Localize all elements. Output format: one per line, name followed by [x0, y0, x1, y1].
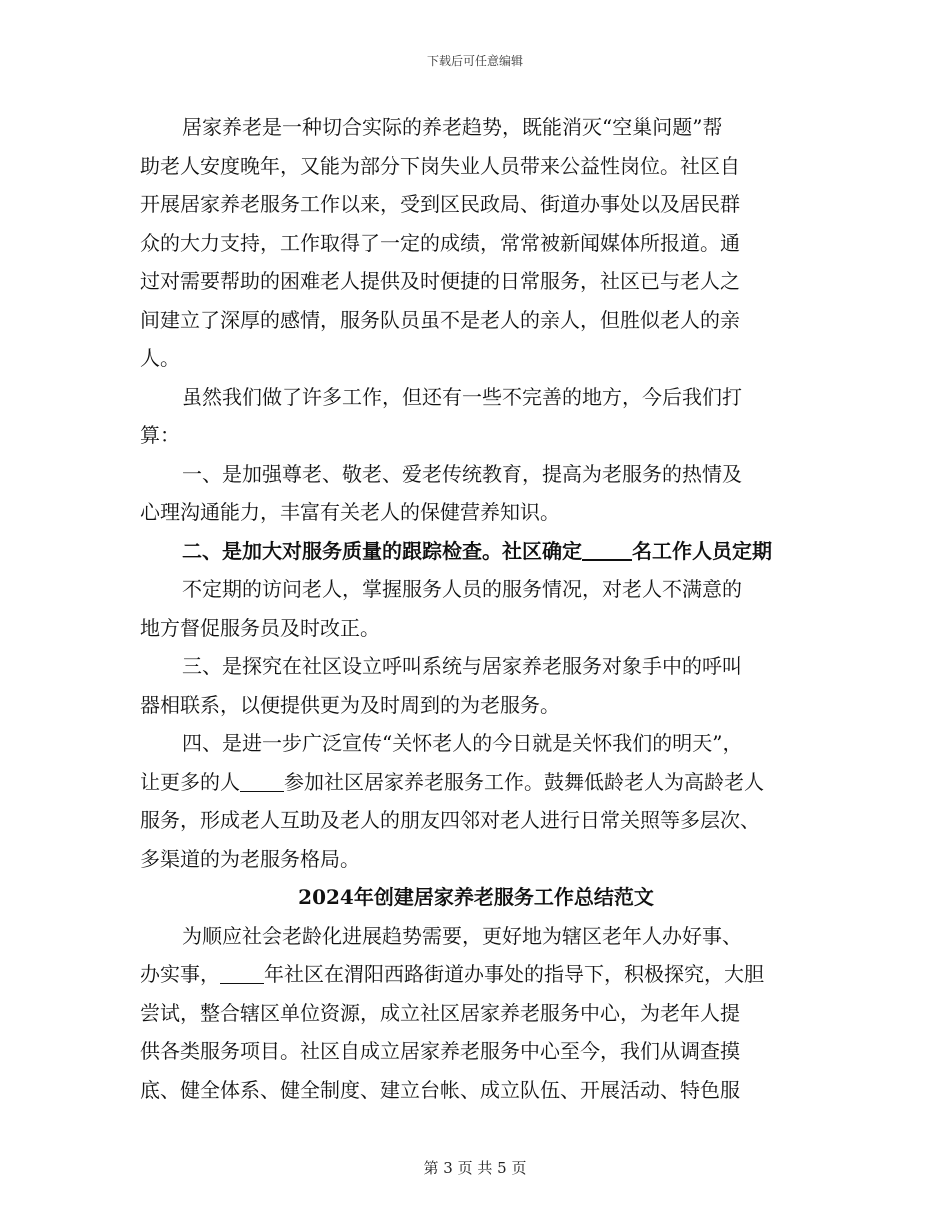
- document-body: [140, 108, 812, 1109]
- text-line: [140, 763, 812, 802]
- text-part: 年社区在渭阳西路街道办事处的指导下，积极探究，大胆: [264, 962, 764, 986]
- page-header: 下载后可任意编辑: [426, 54, 523, 68]
- text-line: 人。: [140, 346, 180, 370]
- text-line: 尝试，整合辖区单位资源，成立社区居家养老服务中心，为老年人提: [140, 1000, 740, 1025]
- text-line: 居家养老是一种切合实际的养老趋势，既能消灭“空巢问题”帮: [182, 115, 723, 139]
- text-line: 多渠道的为老服务格局。: [140, 846, 360, 871]
- bold-text-part: 名工作人员定期: [632, 538, 772, 563]
- page-footer: 第 3 页 共 5 页: [423, 1159, 527, 1177]
- text-part: 参加社区居家养老服务工作。鼓舞低龄老人为高龄老人: [284, 769, 764, 794]
- text-part: 办实事，: [140, 962, 220, 986]
- text-line: 地方督促服务员及时改正。: [140, 615, 380, 640]
- text-line: 间建立了深厚的感情，服务队员虽不是老人的亲人，但胜似老人的亲: [140, 307, 740, 332]
- text-line: 底、健全体系、健全制度、建立台帐、成立队伍、开展活动、特色服: [140, 1077, 740, 1102]
- section-title: 2024年创建居家养老服务工作总结范文: [298, 885, 654, 909]
- bold-text-line: [140, 532, 812, 571]
- text-line: 器相联系，以便提供更为及时周到的为老服务。: [140, 692, 560, 717]
- fill-blank: [220, 961, 264, 984]
- text-line: 开展居家养老服务工作以来，受到区民政局、街道办事处以及居民群: [140, 192, 740, 216]
- text-line: 众的大力支持，工作取得了一定的成绩，常常被新闻媒体所报道。通: [140, 230, 740, 255]
- text-line: 为顺应社会老龄化进展趋势需要，更好地为辖区老年人办好事、: [182, 923, 742, 948]
- text-part: 让更多的人: [140, 769, 240, 794]
- text-line: [140, 955, 812, 994]
- text-line: 虽然我们做了许多工作，但还有一些不完善的地方，今后我们打: [182, 384, 742, 409]
- fill-blank: [582, 537, 632, 561]
- fill-blank: [240, 769, 284, 792]
- text-line: 四、是进一步广泛宣传“关怀老人的今日就是关怀我们的明天”，: [182, 731, 743, 755]
- text-line: 服务，形成老人互助及老人的朋友四邻对老人进行日常关照等多层次、: [140, 808, 760, 832]
- text-line: 心理沟通能力，丰富有关老人的保健营养知识。: [140, 500, 560, 524]
- text-line: 一、是加强尊老、敬老、爱老传统教育，提高为老服务的热情及: [182, 461, 742, 486]
- text-line: 算：: [140, 423, 180, 447]
- text-line: 供各类服务项目。社区自成立居家养老服务中心至今，我们从调查摸: [140, 1039, 740, 1063]
- text-line: 三、是探究在社区设立呼叫系统与居家养老服务对象手中的呼叫: [182, 654, 742, 678]
- text-line: 不定期的访问老人，掌握服务人员的服务情况，对老人不满意的: [182, 577, 742, 601]
- bold-text-part: 二、是加大对服务质量的跟踪检查。社区确定: [182, 538, 582, 563]
- text-line: 过对需要帮助的困难老人提供及时便捷的日常服务，社区已与老人之: [140, 269, 740, 293]
- text-line: 助老人安度晚年，又能为部分下岗失业人员带来公益性岗位。社区自: [140, 153, 740, 178]
